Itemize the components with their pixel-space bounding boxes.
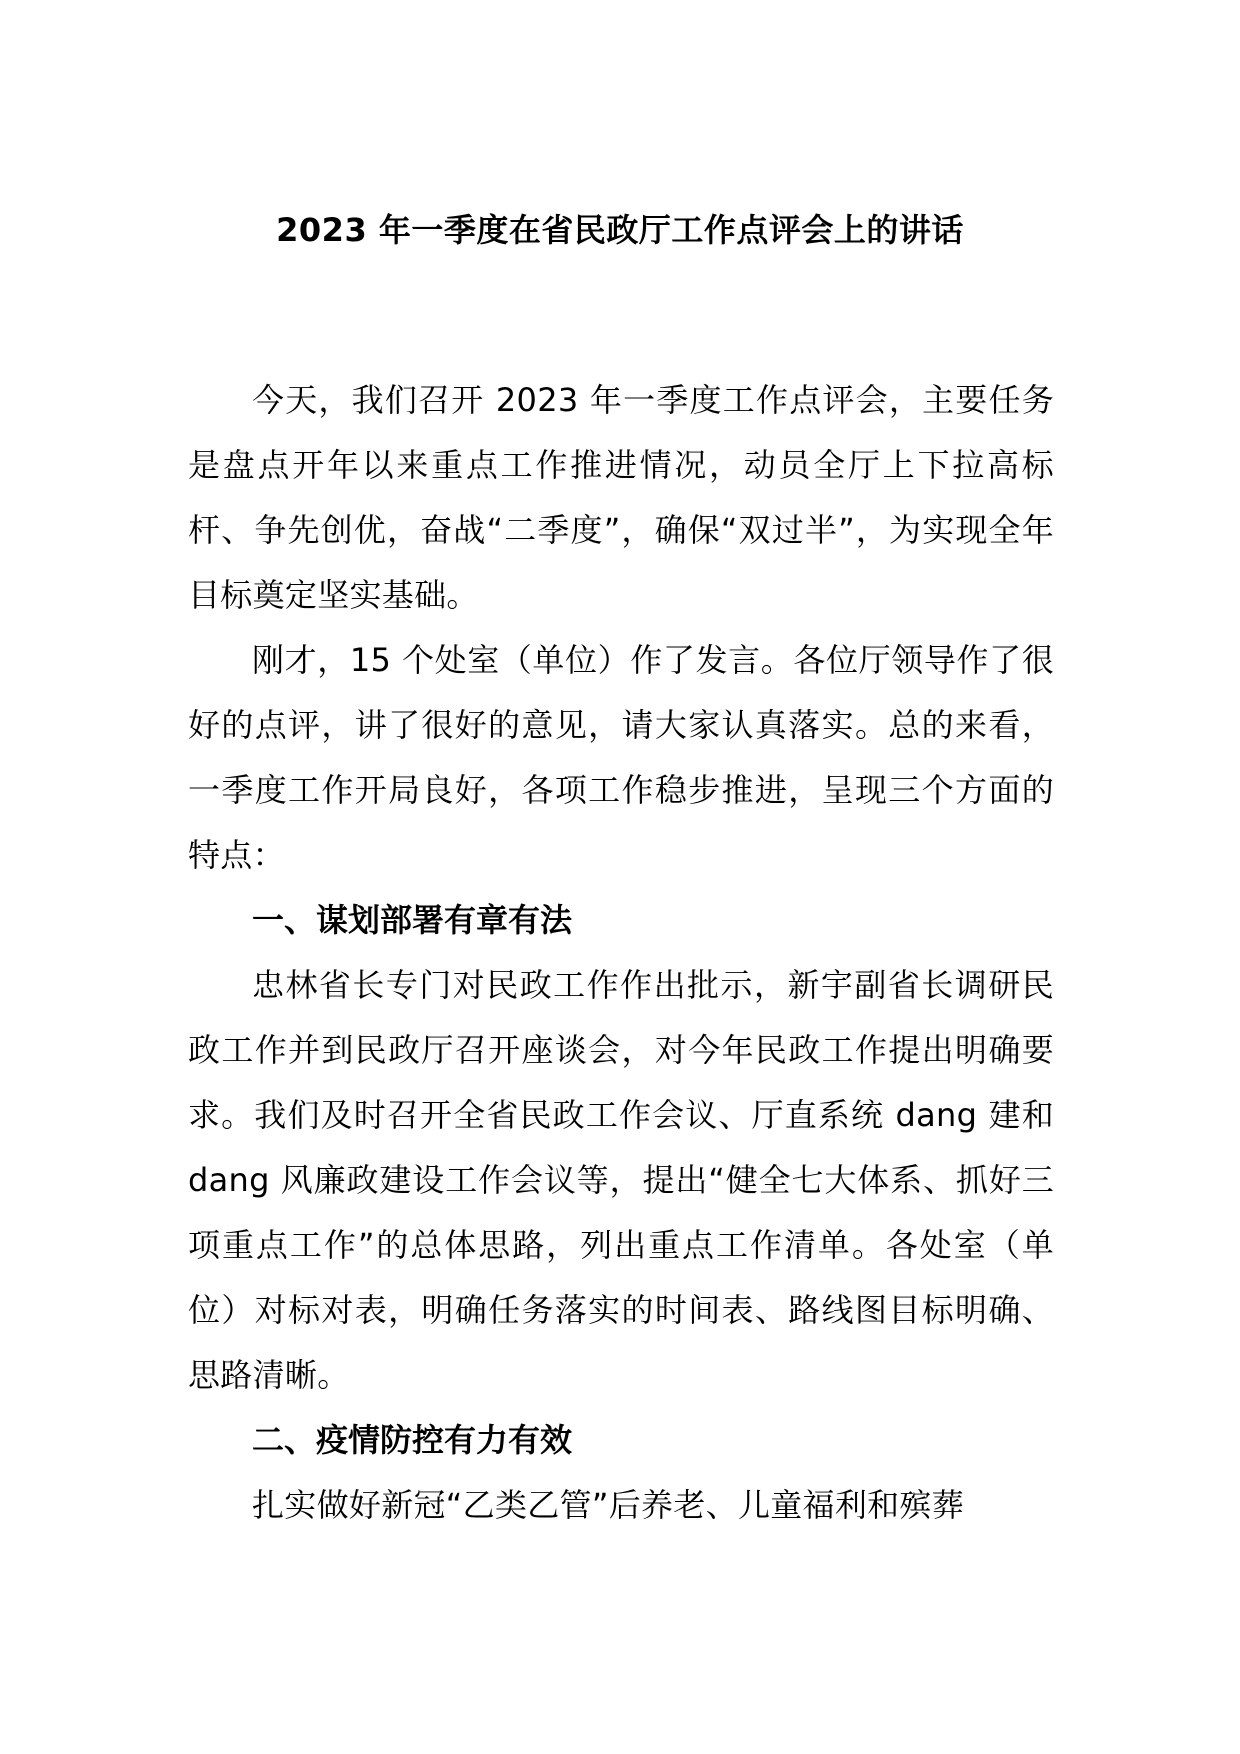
paragraph-section-2: 扎实做好新冠“乙类乙管”后养老、儿童福利和殡葬 [252, 1486, 965, 1524]
paragraph-intro: 今天，我们召开 2023 年一季度工作点评会，主要任务是盘点开年以来重点工作推进情况，动员全厅上下拉高标杆、争先创优，奋战“二季度”，确保“双过半”，为实现全年目标奠定坚实基础。 [188, 381, 1054, 614]
paragraph-summary: 刚才，15 个处室（单位）作了发言。各位厅领导作了很好的点评，讲了很好的意见，请大家认真落实。总的来看，一季度工作开局良好，各项工作稳步推进，呈现三个方面的特点： [188, 641, 1054, 874]
paragraph-section-1: 忠林省长专门对民政工作作出批示，新宇副省长调研民政工作并到民政厅召开座谈会，对今年民政工作提出明确要求。我们及时召开全省民政工作会议、厅直系统 dang 建和 dang 风廉政建设工作会议等，提出“健全七大体系、抓好三项重点工作”的总体思路，列出重点工作清单。各处室（单位）对标对表，明确任务落实的时间表、路线图目标明确、思路清晰。 [188, 966, 1054, 1394]
section-heading-1: 一、谋划部署有章有法 [252, 901, 573, 939]
section-heading-2: 二、疫情防控有力有效 [252, 1421, 573, 1459]
document-title: 2023 年一季度在省民政厅工作点评会上的讲话 [276, 211, 964, 249]
document-body [188, 368, 1054, 1538]
